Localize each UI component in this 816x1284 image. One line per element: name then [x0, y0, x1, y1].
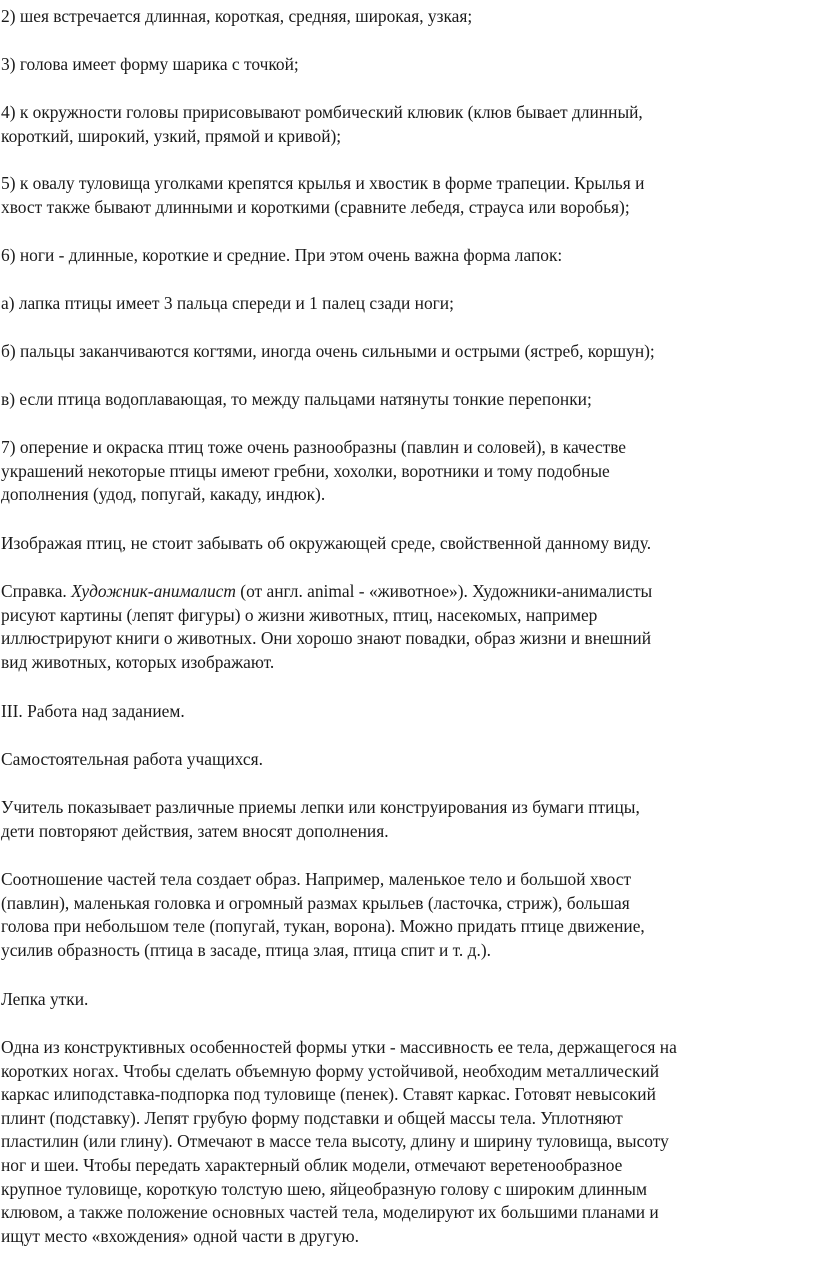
- section-heading-task-work: [1, 700, 185, 724]
- text-line: Учитель показывает различные приемы лепки или конструирования из бумаги птицы,: [1, 797, 640, 817]
- paragraph-legs: [1, 244, 562, 268]
- reference-definition: (от англ. animal - «животное»). Художники-анималисты: [235, 581, 653, 601]
- text-line: усилив образность (птица в засаде, птица злая, птица спит и т. д.).: [1, 939, 491, 960]
- text-line: в) если птица водоплавающая, то между пальцами натянуты тонкие перепонки;: [1, 389, 592, 409]
- text-line: а) лапка птицы имеет 3 пальца спереди и 1 палец сзади ноги;: [1, 293, 454, 313]
- text-line: 5) к овалу туловища уголками крепятся крылья и хвостик в форме трапеции. Крылья и: [1, 173, 645, 193]
- text-line: 6) ноги - длинные, короткие и средние. При этом очень важна форма лапок:: [1, 245, 563, 265]
- paragraph-environment: [1, 532, 651, 556]
- text-line: III. Работа над заданием.: [1, 701, 185, 721]
- text-line: 3) голова имеет форму шарика с точкой;: [1, 54, 299, 74]
- text-line: ищут место «вхождения» одной части в другую.: [1, 1225, 359, 1246]
- text-line: Изображая птиц, не стоит забывать об окружающей среде, свойственной данному виду.: [1, 533, 652, 553]
- text-line: Лепка утки.: [1, 989, 89, 1009]
- paragraph-teacher-demo: [1, 796, 640, 843]
- text-line: вид животных, которых изображают.: [1, 651, 275, 672]
- text-line: пластилин (или глину). Отмечают в массе тела высоту, длину и ширину туловища, высоту: [1, 1131, 669, 1152]
- reference-label: Справка.: [1, 581, 72, 601]
- paragraph-claws: [1, 340, 655, 364]
- text-line: Самостоятельная работа учащихся.: [1, 749, 263, 769]
- paragraph-reference: [1, 580, 652, 674]
- text-line: крупное туловище, короткую толстую шею, яйцеобразную голову с широким длинным: [1, 1178, 647, 1199]
- paragraph-paw-toes: [1, 292, 454, 316]
- text-line: Одна из конструктивных особенностей формы утки - массивность ее тела, держащегося на: [1, 1037, 677, 1057]
- paragraph-wings-tail: [1, 172, 644, 219]
- text-line: ног и шеи. Чтобы передать характерный облик модели, отмечают веретенообразное: [1, 1154, 623, 1175]
- text-line: голова при небольшом теле (попугай, тукан, ворона). Можно придать птице движение,: [1, 916, 645, 937]
- reference-term: Художник-анималист: [71, 581, 236, 601]
- text-line: хвост также бывают длинными и короткими (сравните лебедя, страуса или воробья);: [1, 196, 630, 217]
- heading-duck-modeling: [1, 988, 88, 1012]
- paragraph-independent-work: [1, 748, 263, 772]
- text-line: украшений некоторые птицы имеют гребни, хохолки, воротники и тому подобные: [1, 460, 610, 481]
- text-line: 2) шея встречается длинная, короткая, средняя, широкая, узкая;: [1, 6, 473, 26]
- paragraph-body-proportions: [1, 868, 645, 962]
- text-line: рисуют картины (лепят фигуры) о жизни животных, птиц, насекомых, например: [1, 604, 598, 625]
- text-line: иллюстрируют книги о животных. Они хорошо знают повадки, образ жизни и внешний: [1, 628, 652, 649]
- text-line: Соотношение частей тела создает образ. Например, маленькое тело и большой хвост: [1, 869, 632, 889]
- text-line: 4) к окружности головы пририсовывают ромбический клювик (клюв бывает длинный,: [1, 102, 643, 122]
- paragraph-plumage: [1, 436, 626, 507]
- paragraph-beak: [1, 101, 643, 148]
- text-line: [1, 580, 652, 604]
- text-line: клювом, а также положение основных частей тела, моделируют их большими планами и: [1, 1202, 659, 1223]
- text-line: дети повторяют действия, затем вносят дополнения.: [1, 820, 389, 841]
- text-line: (павлин), маленькая головка и огромный размах крыльев (ласточка, стриж), большая: [1, 892, 630, 913]
- text-line: дополнения (удод, попугай, какаду, индюк).: [1, 484, 326, 505]
- text-line: 7) оперение и окраска птиц тоже очень разнообразны (павлин и соловей), в качестве: [1, 437, 627, 457]
- paragraph-duck-construction: [1, 1036, 677, 1248]
- paragraph-head-shape: [1, 53, 299, 77]
- text-line: каркас илиподставка-подпорка под туловище (пенек). Ставят каркас. Готовят невысокий: [1, 1084, 656, 1105]
- text-line: плинт (подставку). Лепят грубую форму подставки и общей массы тела. Уплотняют: [1, 1107, 623, 1128]
- paragraph-neck-types: [1, 5, 472, 29]
- text-line: короткий, широкий, узкий, прямой и кривой);: [1, 125, 342, 146]
- text-line: коротких ногах. Чтобы сделать объемную форму устойчивой, необходим металлический: [1, 1060, 660, 1081]
- text-line: б) пальцы заканчиваются когтями, иногда очень сильными и острыми (ястреб, коршун);: [1, 341, 655, 361]
- paragraph-webbing: [1, 388, 592, 412]
